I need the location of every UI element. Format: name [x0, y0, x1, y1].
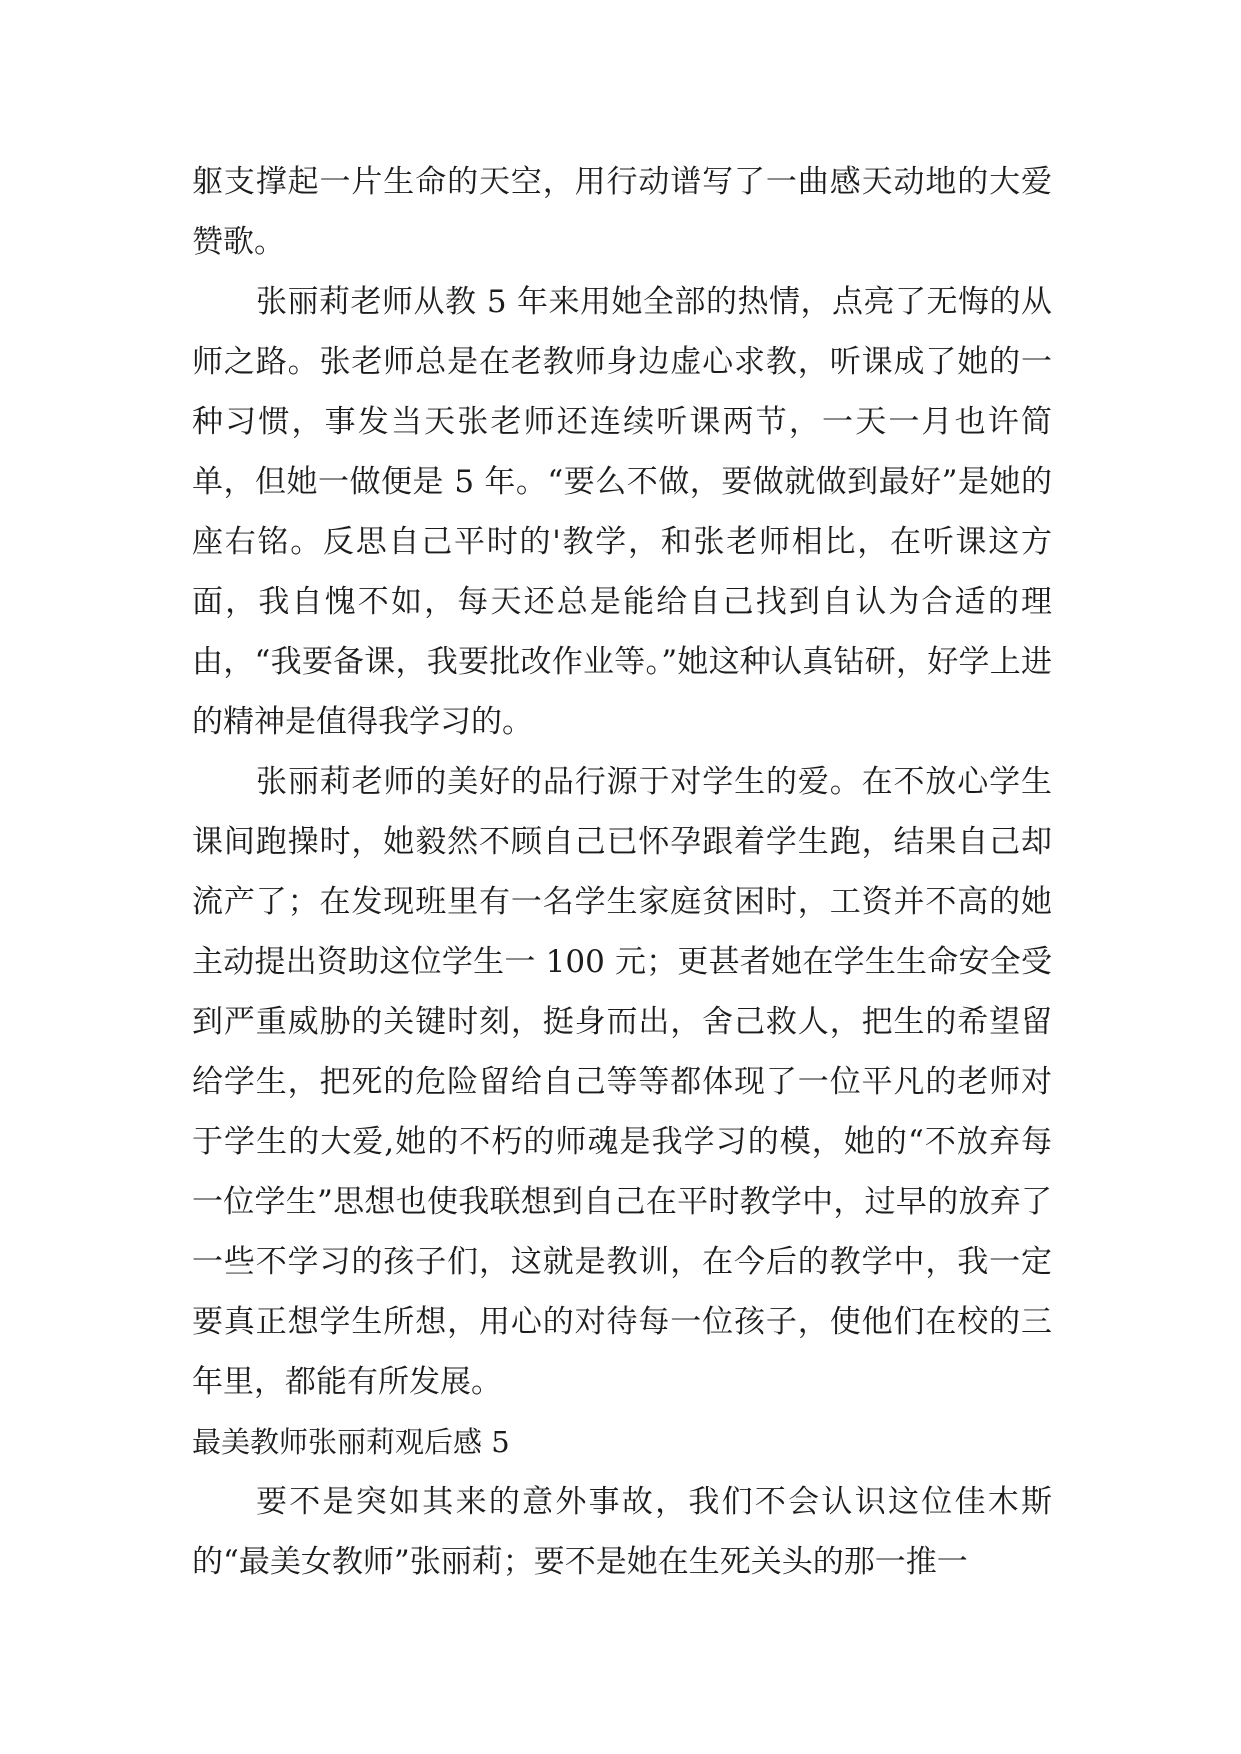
section-heading: 最美教师张丽莉观后感 5: [192, 1425, 510, 1459]
paragraph-love-for-students: 张丽莉老师的美好的品行源于对学生的爱。在不放心学生课间跑操时，她毅然不顾自己已怀孕跟着学生跑，结果自己却流产了；在发现班里有一名学生家庭贫困时，工资并不高的她主动提出资助这位学生一 100 元；更甚者她在学生生命安全受到严重威胁的关键时刻，挺身而出，舍己救人，把生的希望留给学生，把死的危险留给自己等等都体现了一位平凡的老师对于学生的大爱,她的不朽的师魂是我学习的模，她的“不放弃每一位学生”思想也使我联想到自己在平时教学中，过早的放弃了一些不学习的孩子们，这就是教训，在今后的教学中，我一定要真正想学生所想，用心的对待每一位孩子，使他们在校的三年里，都能有所发展。: [192, 764, 1052, 1400]
paragraph-closing: 要不是突如其来的意外事故，我们不会认识这位佳木斯的“最美女教师”张丽莉；要不是她在生死关头的那一推一: [192, 1484, 1052, 1580]
document-body: [192, 152, 1052, 1592]
paragraph-continuation: 躯支撑起一片生命的天空，用行动谱写了一曲感天动地的大爱赞歌。: [192, 164, 1052, 260]
paragraph-teaching-habit: 张丽莉老师从教 5 年来用她全部的热情，点亮了无悔的从师之路。张老师总是在老教师身边虚心求教，听课成了她的一种习惯，事发当天张老师还连续听课两节，一天一月也许简单，但她一做便是 5 年。“要么不做，要做就做到最好”是她的座右铭。反思自己平时的'教学，和张老师相比，在听课这方面，我自愧不如，每天还总是能给自己找到自认为合适的理由，“我要备课，我要批改作业等。”她这种认真钻研，好学上进的精神是值得我学习的。: [192, 284, 1052, 740]
